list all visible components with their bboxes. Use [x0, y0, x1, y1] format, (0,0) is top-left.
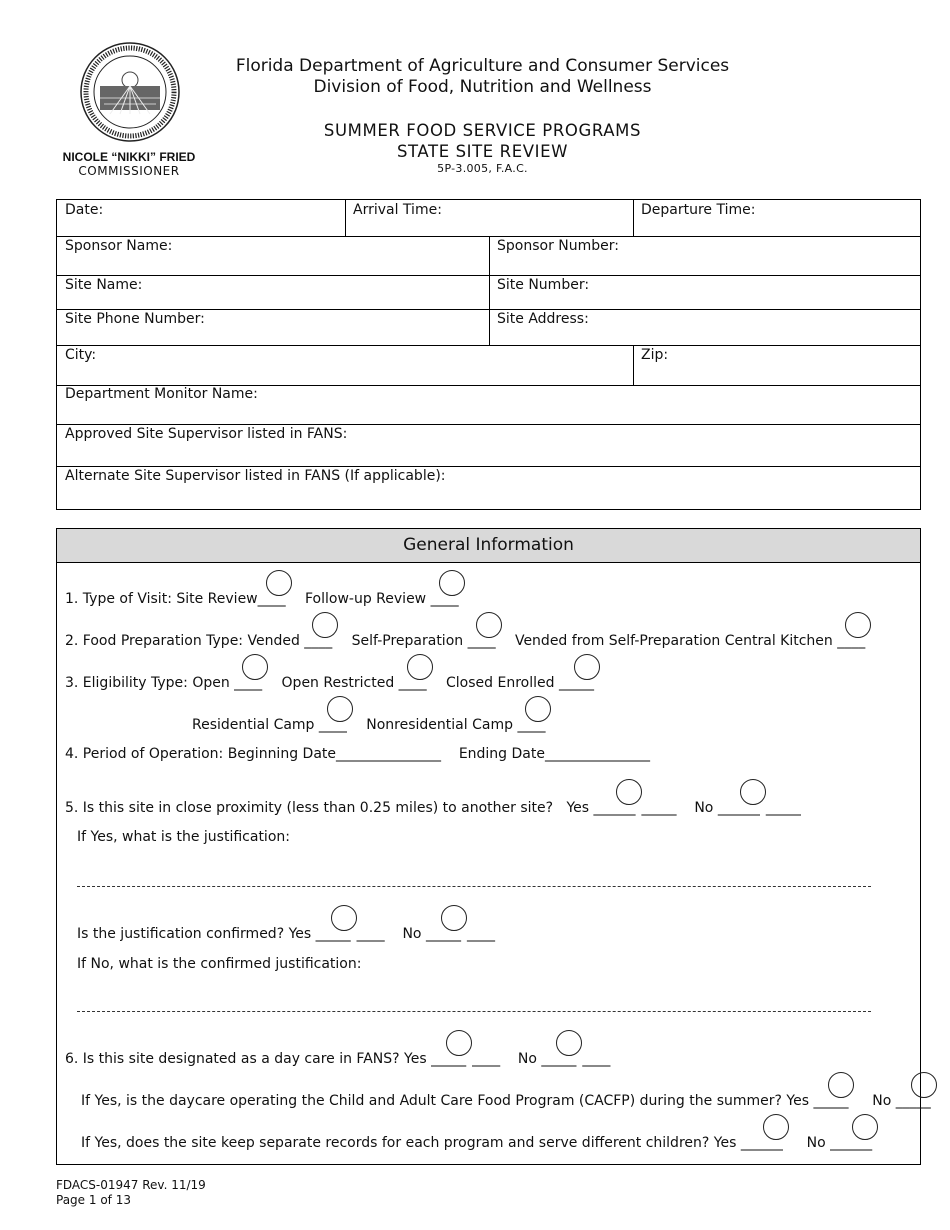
daycare-no-radio[interactable] — [556, 1030, 582, 1056]
cacfp-yes-radio[interactable] — [828, 1072, 854, 1098]
self-preparation-label: Self-Preparation — [351, 633, 464, 649]
question-1: 1. Type of Visit: Site Review____ Follow-up Review ____ — [65, 579, 465, 607]
open-restricted-label: Open Restricted — [281, 675, 395, 691]
self-preparation-radio[interactable] — [476, 612, 502, 638]
justification-confirmed: Is the justification confirmed? Yes _____ ____ No _____ ____ — [77, 914, 495, 942]
date-field[interactable]: Date: — [65, 202, 104, 218]
question-6: 6. Is this site designated as a day care in FANS? Yes _____ ____ No _____ ____ — [65, 1039, 610, 1067]
page-number: Page 1 of 13 — [56, 1193, 131, 1207]
footer — [56, 1178, 206, 1208]
site-info-table — [56, 199, 921, 510]
site-phone-field[interactable]: Site Phone Number: — [65, 311, 205, 327]
department-heading — [210, 56, 755, 98]
closed-enrolled-label: Closed Enrolled — [446, 675, 555, 691]
sponsor-number-field[interactable]: Sponsor Number: — [497, 238, 619, 254]
zip-field[interactable]: Zip: — [641, 347, 669, 363]
question-3-continued: Residential Camp ____ Nonresidential Camp ____ — [192, 705, 551, 733]
question-3: 3. Eligibility Type: Open ____ Open Restricted ____ Closed Enrolled _____ — [65, 663, 600, 691]
beginning-date-label: 4. Period of Operation: Beginning Date — [65, 746, 336, 762]
proximity-yes-radio[interactable] — [616, 779, 642, 805]
separate-records-label: If Yes, does the site keep separate records for each program and serve different children? Yes — [81, 1135, 737, 1151]
question-6-separate: If Yes, does the site keep separate records for each program and serve different children? Yes ______ No ______ — [81, 1123, 878, 1151]
separate-no-label: No — [806, 1135, 826, 1151]
alternate-supervisor-field[interactable]: Alternate Site Supervisor listed in FANS (If applicable): — [65, 468, 446, 484]
beginning-date-blank[interactable]: _______________ — [336, 746, 441, 762]
question-2: 2. Food Preparation Type: Vended ____ Self-Preparation ____ Vended from Self-Preparation Central Kitchen ____ — [65, 621, 871, 649]
nonresidential-camp-label: Nonresidential Camp — [366, 717, 513, 733]
central-kitchen-label: Vended from Self-Preparation Central Kitchen — [514, 633, 833, 649]
separate-yes-radio[interactable] — [763, 1114, 789, 1140]
site-review-radio[interactable] — [266, 570, 292, 596]
proximity-yes-label: Yes — [566, 800, 590, 816]
arrival-time-field[interactable]: Arrival Time: — [353, 202, 442, 218]
proximity-no-radio[interactable] — [740, 779, 766, 805]
daycare-yes-radio[interactable] — [446, 1030, 472, 1056]
closed-enrolled-radio[interactable] — [574, 654, 600, 680]
residential-camp-label: Residential Camp — [192, 717, 315, 733]
ending-date-blank[interactable]: _______________ — [544, 746, 650, 762]
form-title-block — [210, 120, 755, 162]
monitor-name-field[interactable]: Department Monitor Name: — [65, 386, 258, 402]
daycare-no-label: No — [517, 1051, 537, 1067]
central-kitchen-radio[interactable] — [845, 612, 871, 638]
open-radio[interactable] — [242, 654, 268, 680]
confirmed-justification-line[interactable] — [77, 1011, 871, 1012]
separate-no-radio[interactable] — [852, 1114, 878, 1140]
visit-type-label: 1. Type of Visit: Site Review — [65, 591, 258, 607]
question-6-cacfp: If Yes, is the daycare operating the Child and Adult Care Food Program (CACFP) during the summer? Yes _____ No _____ — [81, 1081, 937, 1109]
department-name: Florida Department of Agriculture and Consumer Services — [235, 56, 730, 76]
form-title: STATE SITE REVIEW — [396, 142, 569, 161]
site-number-field[interactable]: Site Number: — [497, 277, 590, 293]
commissioner-title: COMMISSIONER — [78, 164, 180, 178]
approved-supervisor-field[interactable]: Approved Site Supervisor listed in FANS: — [65, 426, 348, 442]
justification-no-radio[interactable] — [441, 905, 467, 931]
residential-camp-radio[interactable] — [327, 696, 353, 722]
justification-label: If Yes, what is the justification: — [77, 829, 290, 845]
form-number: FDACS-01947 Rev. 11/19 — [56, 1178, 206, 1192]
ending-date-label: Ending Date — [458, 746, 545, 762]
daycare-label: 6. Is this site designated as a day care in FANS? Yes — [65, 1051, 427, 1067]
justification-no-label: No — [402, 926, 422, 942]
question-4 — [65, 746, 650, 762]
site-address-field[interactable]: Site Address: — [497, 311, 589, 327]
program-title: SUMMER FOOD SERVICE PROGRAMS — [323, 121, 642, 140]
commissioner-name: NICOLE “NIKKI” FRIED — [62, 150, 196, 164]
open-restricted-radio[interactable] — [407, 654, 433, 680]
proximity-no-label: No — [694, 800, 714, 816]
cacfp-label: If Yes, is the daycare operating the Child and Adult Care Food Program (CACFP) during the summer? Yes — [81, 1093, 809, 1109]
sponsor-name-field[interactable]: Sponsor Name: — [65, 238, 173, 254]
general-information-heading: General Information — [57, 529, 920, 563]
confirmed-justification-label: If No, what is the confirmed justification: — [77, 956, 362, 972]
division-name: Division of Food, Nutrition and Wellness — [313, 77, 652, 97]
justification-line[interactable] — [77, 886, 871, 887]
food-prep-label: 2. Food Preparation Type: Vended — [65, 633, 300, 649]
justification-confirmed-label: Is the justification confirmed? Yes — [77, 926, 312, 942]
vended-radio[interactable] — [312, 612, 338, 638]
follow-up-review-radio[interactable] — [439, 570, 465, 596]
fdacs-seal-logo — [80, 42, 180, 142]
city-field[interactable]: City: — [65, 347, 97, 363]
follow-up-review-label: Follow-up Review — [305, 591, 427, 607]
departure-time-field[interactable]: Departure Time: — [641, 202, 756, 218]
eligibility-label: 3. Eligibility Type: Open — [65, 675, 230, 691]
general-information-section — [56, 528, 931, 1165]
question-5: 5. Is this site in close proximity (less than 0.25 miles) to another site? Yes ______ _____ No ______ _____ — [65, 788, 801, 816]
nonresidential-camp-radio[interactable] — [525, 696, 551, 722]
cacfp-no-radio[interactable] — [911, 1072, 937, 1098]
justification-yes-radio[interactable] — [331, 905, 357, 931]
proximity-label: 5. Is this site in close proximity (less than 0.25 miles) to another site? — [65, 800, 554, 816]
cacfp-no-label: No — [872, 1093, 892, 1109]
site-name-field[interactable]: Site Name: — [65, 277, 143, 293]
rule-citation: 5P-3.005, F.A.C. — [437, 162, 528, 175]
